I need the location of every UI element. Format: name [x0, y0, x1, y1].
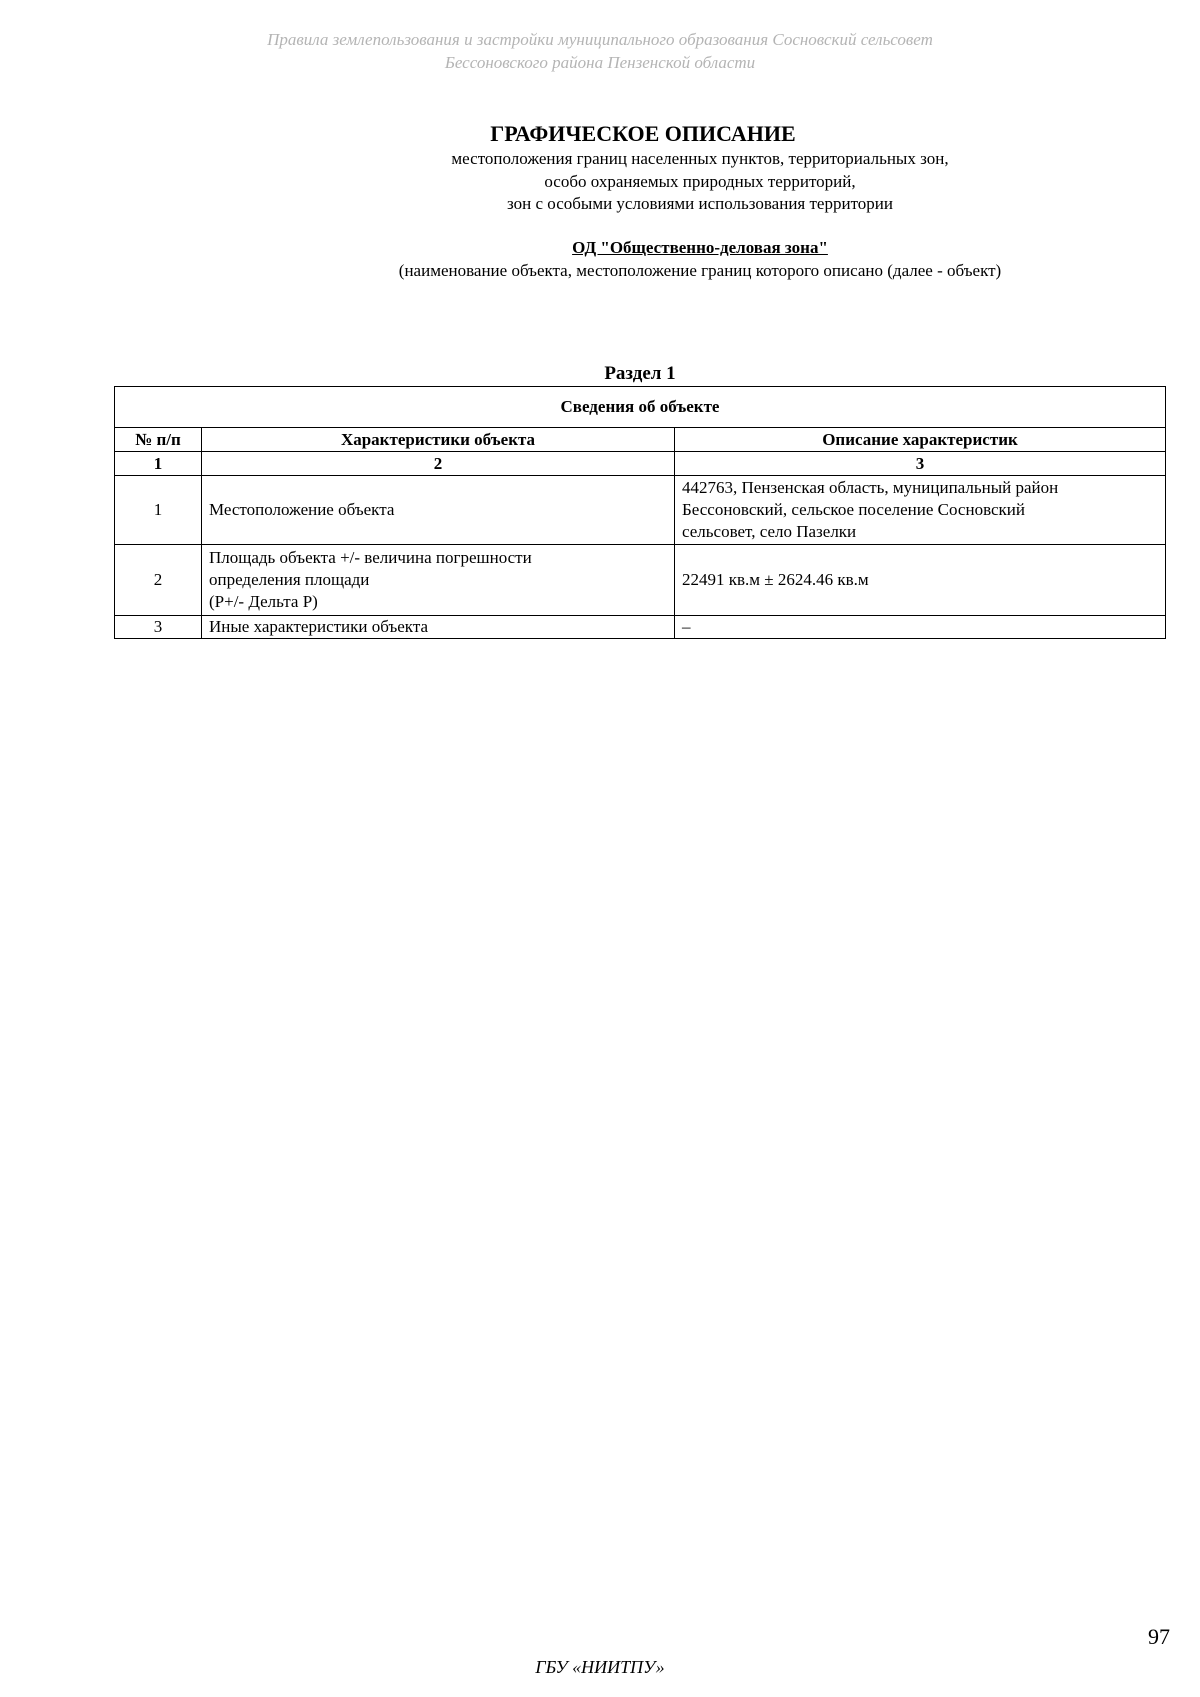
- page-number: 97: [1148, 1624, 1170, 1649]
- title-block: [280, 120, 1120, 282]
- row-number: 3: [115, 616, 202, 639]
- row-description-line: Бессоновский, сельское поселение Сосновский: [682, 500, 1025, 519]
- table-row: [115, 545, 1166, 616]
- column-number-row: [115, 452, 1166, 476]
- document-title: ГРАФИЧЕСКОЕ ОПИСАНИЕ: [490, 121, 796, 146]
- column-number-3: 3: [675, 452, 1166, 476]
- table-header-row: [115, 428, 1166, 452]
- row-characteristic-line: определения площади: [209, 570, 370, 589]
- row-description: 22491 кв.м ± 2624.46 кв.м: [675, 545, 1166, 616]
- row-characteristic: [202, 545, 675, 616]
- running-header: [0, 28, 1200, 74]
- object-info-table: [114, 386, 1166, 639]
- subtitle-line-2: особо охраняемых природных территорий,: [544, 171, 856, 191]
- table-caption: Сведения об объекте: [115, 387, 1166, 428]
- row-description: –: [675, 616, 1166, 639]
- object-name: ОД "Общественно-деловая зона": [572, 237, 828, 257]
- table-row: [115, 616, 1166, 639]
- row-number: 2: [115, 545, 202, 616]
- row-description-line: сельсовет, село Пазелки: [682, 522, 857, 541]
- row-characteristic-line: (Р+/- Дельта Р): [209, 592, 318, 611]
- row-characteristic: Местоположение объекта: [202, 476, 675, 545]
- row-characteristic: Иные характеристики объекта: [202, 616, 675, 639]
- row-description: [675, 476, 1166, 545]
- footer-organization: ГБУ «НИИТПУ»: [535, 1657, 665, 1677]
- column-header-description: Описание характеристик: [675, 428, 1166, 452]
- section-title: Раздел 1: [604, 363, 676, 384]
- subtitle-line-1: местоположения границ населенных пунктов, территориальных зон,: [451, 149, 949, 168]
- table-row: [115, 476, 1166, 545]
- object-note: (наименование объекта, местоположение границ которого описано (далее - объект): [398, 260, 1002, 280]
- column-header-number: № п/п: [115, 428, 202, 452]
- subtitle-line-3: зон с особыми условиями использования территории: [507, 194, 893, 213]
- running-header-line-2: Бессоновского района Пензенской области: [444, 53, 756, 72]
- row-characteristic-line: Площадь объекта +/- величина погрешности: [209, 548, 532, 567]
- row-number: 1: [115, 476, 202, 545]
- column-number-1: 1: [115, 452, 202, 476]
- table-caption-row: [115, 387, 1166, 428]
- column-number-2: 2: [202, 452, 675, 476]
- column-header-characteristic: Характеристики объекта: [202, 428, 675, 452]
- running-header-line-1: Правила землепользования и застройки муниципального образования Сосновский сельсовет: [267, 30, 933, 49]
- row-description-line: 442763, Пензенская область, муниципальный район: [682, 478, 1059, 497]
